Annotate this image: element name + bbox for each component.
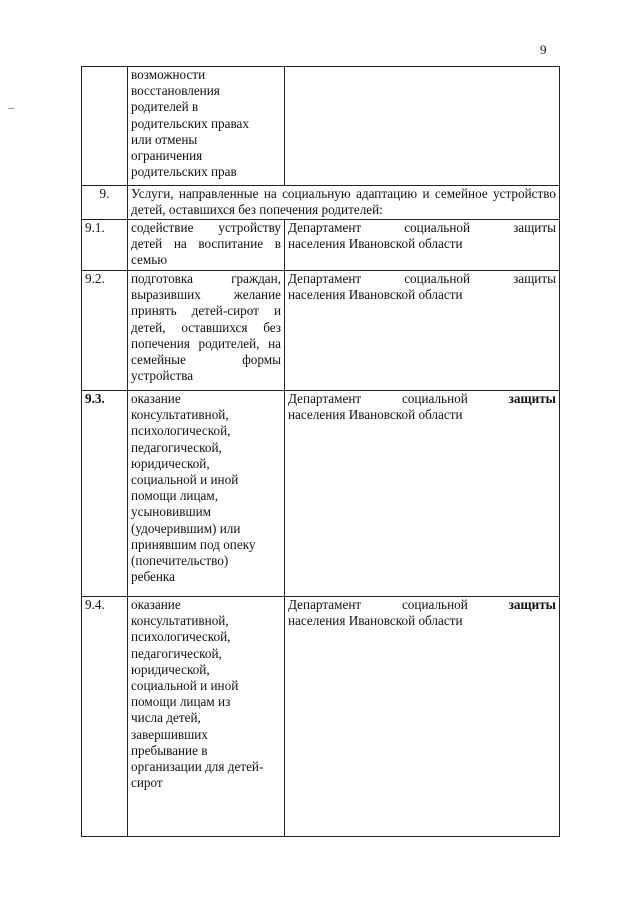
department-line: населения Ивановской области — [288, 287, 463, 303]
table-row — [82, 391, 560, 597]
department-line: населения Ивановской области — [288, 236, 463, 252]
department-line — [288, 220, 556, 236]
table-row-continuation — [82, 67, 560, 186]
row-number: 9.3. — [82, 391, 128, 597]
department-cell — [285, 597, 560, 837]
department-line: населения Ивановской области — [288, 407, 463, 423]
department-word: защиты — [513, 220, 556, 235]
department-line — [288, 597, 556, 613]
department-word: социальной — [401, 391, 468, 406]
department-cell — [285, 67, 560, 186]
section-title: Услуги, направленные на социальную адаптацию и семейное устройство детей, оставшихся без попечения родителей: — [128, 186, 560, 220]
section-number: 9. — [82, 186, 128, 220]
department-line — [288, 271, 556, 287]
table-row-section — [82, 186, 560, 220]
department-word: Департамент — [288, 391, 362, 406]
services-table — [81, 66, 560, 837]
department-cell — [285, 271, 560, 391]
department-word: защиты — [508, 597, 556, 612]
department-word: социальной — [401, 597, 468, 612]
row-number: 9.2. — [82, 271, 128, 391]
department-word: Департамент — [288, 597, 362, 612]
row-number: 9.4. — [82, 597, 128, 837]
service-cell: содействие устройству детей на воспитание в семью — [128, 220, 285, 271]
page-number: 9 — [540, 42, 547, 57]
department-line: населения Ивановской области — [288, 613, 463, 629]
department-word: социальной — [404, 271, 471, 286]
department-word: Департамент — [288, 220, 362, 235]
department-cell — [285, 391, 560, 597]
table-row — [82, 271, 560, 391]
department-cell — [285, 220, 560, 271]
margin-mark — [8, 108, 14, 109]
service-cell: оказание консультативной, психологической, педагогической, юридической, социальной и иной помощи лицам из числа детей, завершивших пребывание в организации для детей- сирот — [128, 597, 285, 837]
row-number — [82, 67, 128, 186]
department-word: социальной — [404, 220, 471, 235]
department-word: Департамент — [288, 271, 362, 286]
department-word: защиты — [508, 391, 556, 406]
table-row — [82, 220, 560, 271]
service-cell: возможности восстановления родителей в родительских правах или отмены ограничения родительских прав — [128, 67, 285, 186]
department-line — [288, 391, 556, 407]
row-number: 9.1. — [82, 220, 128, 271]
service-cell: подготовка граждан, выразивших желание принять детей-сирот и детей, оставшихся без попечения родителей, на семейные формы устройства — [128, 271, 285, 391]
department-word: защиты — [513, 271, 556, 286]
service-cell: оказание консультативной, психологической, педагогической, юридической, социальной и иной помощи лицам, усыновившим (удочерившим) или принявшим под опеку (попечительство) ребенка — [128, 391, 285, 597]
table-row — [82, 597, 560, 837]
